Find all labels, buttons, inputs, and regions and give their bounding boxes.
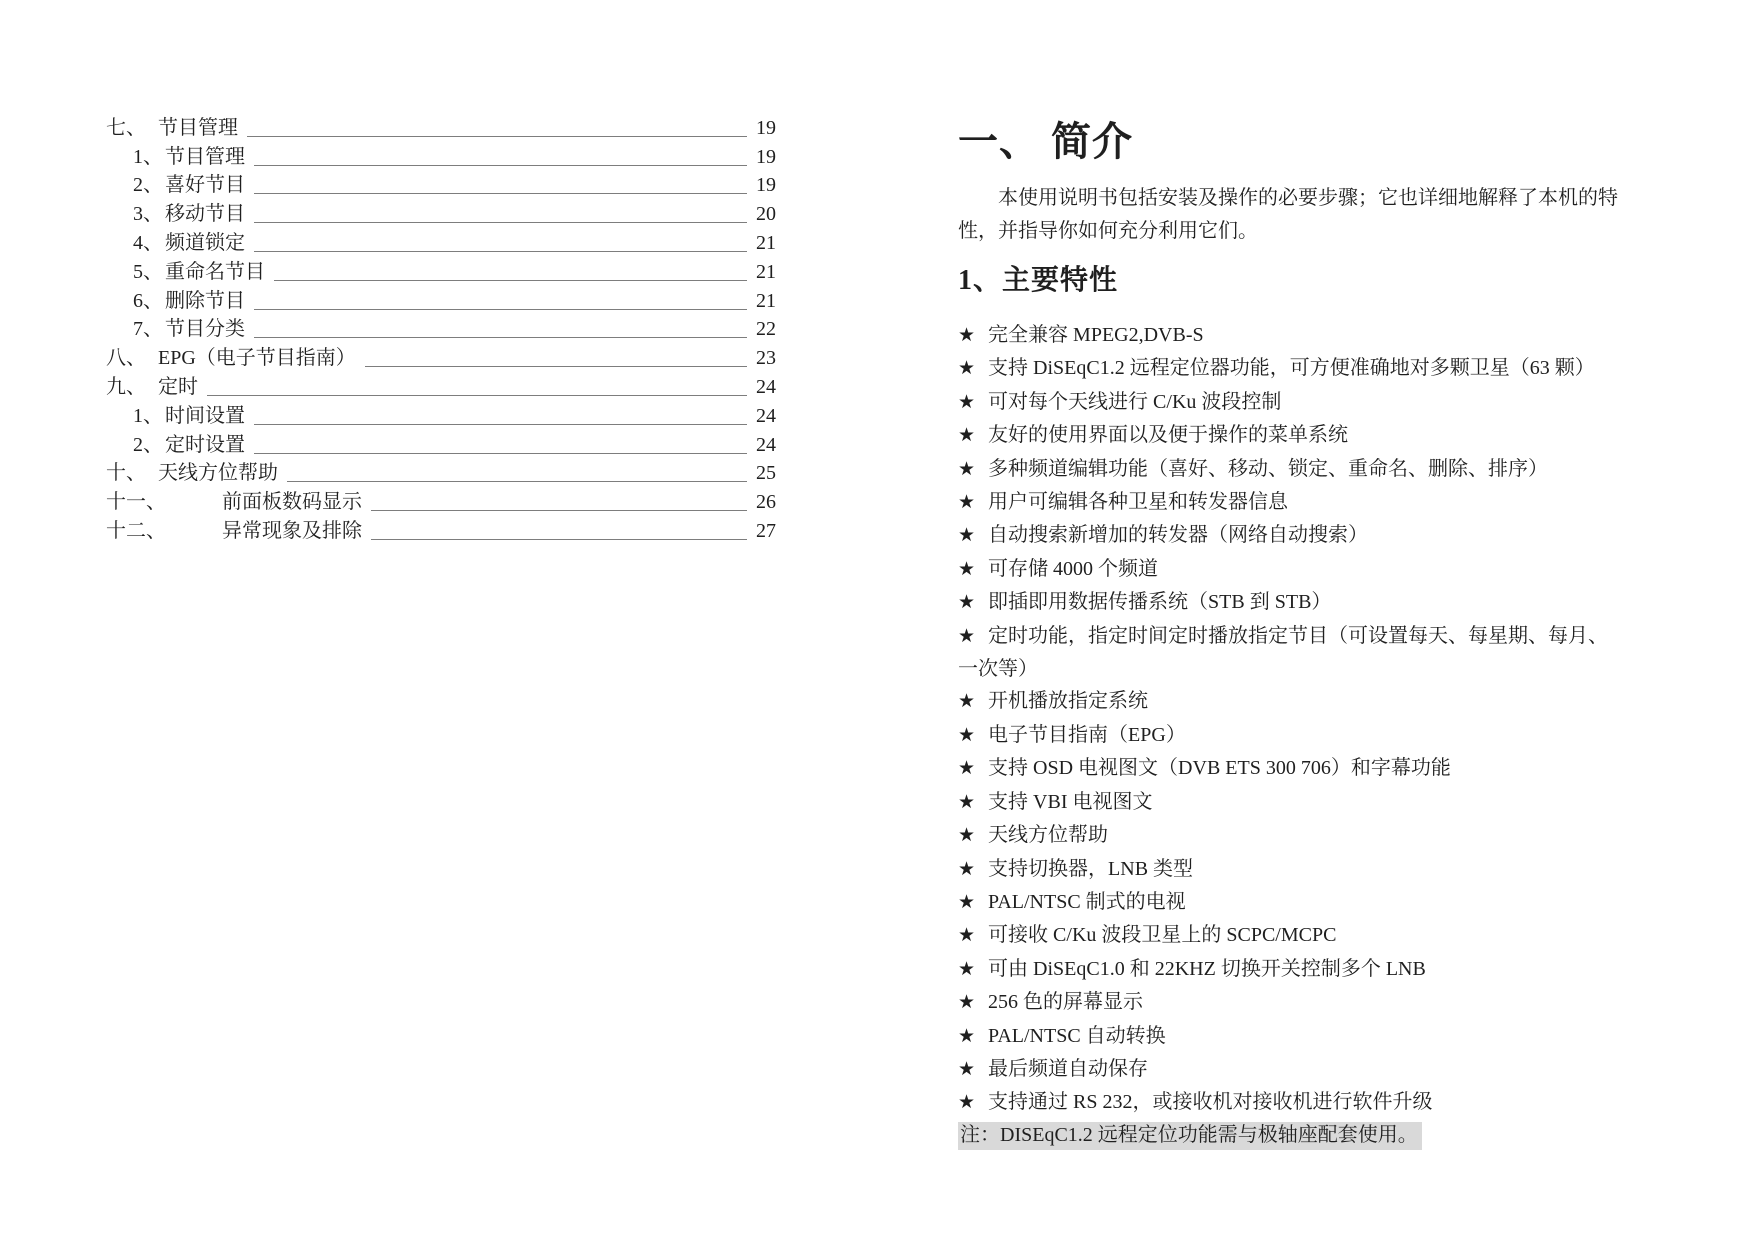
feature-text: PAL/NTSC 制式的电视 — [988, 890, 1186, 913]
star-bullet-icon: ★ — [958, 625, 976, 647]
star-bullet-icon: ★ — [958, 724, 976, 746]
toc-entry — [106, 429, 776, 458]
toc-leader-line — [254, 453, 747, 454]
toc-entry-page-number: 22 — [756, 318, 776, 341]
toc-entry-page-number: 24 — [756, 404, 776, 427]
toc-entry — [106, 170, 776, 199]
toc-entry-title: 节目管理 — [158, 116, 238, 139]
toc-leader-line — [247, 136, 747, 137]
toc-entry-title: 重命名节目 — [165, 260, 265, 283]
feature-item — [958, 752, 1618, 785]
toc-entry-page-number: 21 — [756, 231, 776, 254]
feature-item — [958, 886, 1618, 919]
toc-entry-number: 3、 — [133, 203, 163, 226]
feature-text: PAL/NTSC 自动转换 — [988, 1024, 1166, 1047]
note-row — [958, 1122, 1650, 1150]
toc-entry — [106, 342, 776, 371]
toc-leader-line — [254, 424, 747, 425]
toc-entry-title: 频道锁定 — [165, 231, 245, 254]
feature-item — [958, 519, 1618, 552]
feature-item — [958, 919, 1618, 952]
star-bullet-icon: ★ — [958, 758, 976, 780]
feature-item — [958, 553, 1618, 586]
feature-text: 可对每个天线进行 C/Ku 波段控制 — [988, 390, 1282, 413]
toc-entry — [106, 285, 776, 314]
toc-entry-title: 定时设置 — [165, 433, 245, 456]
feature-text: 即插即用数据传播系统（STB 到 STB） — [988, 591, 1332, 614]
toc-entry-number: 八、 — [106, 347, 146, 370]
toc-entry-title: EPG（电子节目指南） — [158, 347, 356, 370]
star-bullet-icon: ★ — [958, 325, 976, 346]
toc-entry-title: 前面板数码显示 — [222, 491, 362, 514]
toc-entry-title: 删除节目 — [165, 289, 245, 312]
intro-section — [958, 120, 1650, 1150]
toc-entry-title: 天线方位帮助 — [158, 462, 278, 485]
star-bullet-icon: ★ — [958, 791, 976, 813]
feature-text: 用户可编辑各种卫星和转发器信息 — [988, 491, 1289, 514]
feature-item — [958, 853, 1618, 886]
feature-item — [958, 1020, 1618, 1053]
toc-entry-number: 十一、 — [106, 491, 166, 514]
toc-entry-page-number: 20 — [756, 203, 776, 226]
toc-entry — [106, 112, 776, 141]
toc-entry-page-number: 21 — [756, 260, 776, 283]
star-bullet-icon: ★ — [958, 558, 976, 580]
toc-entry — [106, 198, 776, 227]
feature-text: 可接收 C/Ku 波段卫星上的 SCPC/MCPC — [988, 924, 1337, 947]
feature-item — [958, 953, 1618, 986]
toc-entry-number: 7、 — [133, 318, 163, 341]
toc-leader-line — [254, 337, 747, 338]
star-bullet-icon: ★ — [958, 592, 976, 614]
feature-text: 支持通过 RS 232，或接收机对接收机进行软件升级 — [988, 1091, 1433, 1114]
feature-item — [958, 486, 1618, 519]
toc-entry — [106, 227, 776, 256]
toc-entry-title: 定时 — [158, 375, 198, 398]
feature-item — [958, 419, 1618, 452]
toc-entry-number: 十二、 — [106, 519, 166, 542]
feature-item — [958, 386, 1618, 419]
toc-entry-number: 2、 — [133, 433, 163, 456]
table-of-contents — [106, 112, 776, 544]
toc-entry-number: 九、 — [106, 375, 146, 398]
star-bullet-icon: ★ — [958, 925, 976, 947]
feature-text: 友好的使用界面以及便于操作的菜单系统 — [988, 424, 1349, 447]
feature-item — [958, 352, 1618, 385]
subsection-heading: 1、主要特性 — [958, 265, 1119, 296]
toc-entry — [106, 141, 776, 170]
toc-leader-line — [254, 193, 747, 194]
toc-entry-number: 2、 — [133, 174, 163, 197]
toc-entry-number: 5、 — [133, 260, 163, 283]
toc-leader-line — [254, 222, 747, 223]
intro-paragraph: 本使用说明书包括安装及操作的必要步骤；它也详细地解释了本机的特性，并指导你如何充分利用它们。 — [958, 187, 1618, 242]
feature-text: 天线方位帮助 — [988, 824, 1109, 847]
toc-entry-number: 4、 — [133, 231, 163, 254]
toc-leader-line — [254, 309, 747, 310]
toc-leader-line — [365, 366, 747, 367]
toc-entry — [106, 256, 776, 285]
toc-entry-number: 十、 — [106, 462, 146, 485]
feature-text: 可存储 4000 个频道 — [988, 557, 1159, 580]
toc-entry-page-number: 19 — [756, 174, 776, 197]
toc-entry-title: 异常现象及排除 — [222, 519, 362, 542]
toc-entry-title: 节目分类 — [165, 318, 245, 341]
feature-text: 最后频道自动保存 — [988, 1057, 1149, 1080]
star-bullet-icon: ★ — [958, 1025, 976, 1047]
star-bullet-icon: ★ — [958, 992, 976, 1014]
toc-entry-number: 1、 — [133, 145, 163, 168]
star-bullet-icon: ★ — [958, 691, 976, 713]
toc-leader-line — [207, 395, 747, 396]
star-bullet-icon: ★ — [958, 1092, 976, 1114]
toc-entry-number: 1、 — [133, 404, 163, 427]
star-bullet-icon: ★ — [958, 425, 976, 447]
feature-text: 支持 VBI 电视图文 — [988, 790, 1153, 813]
toc-entry-page-number: 21 — [756, 289, 776, 312]
toc-leader-line — [287, 481, 747, 482]
feature-text: 可由 DiSEqC1.0 和 22KHZ 切换开关控制多个 LNB — [988, 957, 1426, 980]
star-bullet-icon: ★ — [958, 492, 976, 514]
feature-item — [958, 586, 1618, 619]
feature-text: 支持 OSD 电视图文（DVB ETS 300 706）和字幕功能 — [988, 757, 1451, 780]
toc-entry-page-number: 25 — [756, 462, 776, 485]
toc-entry-page-number: 24 — [756, 433, 776, 456]
toc-entry-number: 七、 — [106, 116, 146, 139]
star-bullet-icon: ★ — [958, 891, 976, 913]
star-bullet-icon: ★ — [958, 358, 976, 380]
section-heading: 一、 简介 — [958, 119, 1133, 164]
feature-text: 支持 DiSEqC1.2 远程定位器功能，可方便准确地对多颗卫星（63 颗） — [988, 357, 1595, 380]
toc-leader-line — [371, 539, 747, 540]
star-bullet-icon: ★ — [958, 458, 976, 480]
toc-entry — [106, 400, 776, 429]
toc-entry — [106, 515, 776, 544]
toc-entry — [106, 314, 776, 343]
toc-leader-line — [254, 251, 747, 252]
feature-text: 完全兼容 MPEG2,DVB-S — [988, 324, 1204, 346]
toc-leader-line — [254, 165, 747, 166]
feature-item — [958, 453, 1618, 486]
feature-item — [958, 786, 1618, 819]
feature-text: 多种频道编辑功能（喜好、移动、锁定、重命名、删除、排序） — [988, 457, 1549, 480]
toc-entry-title: 时间设置 — [165, 404, 245, 427]
feature-item — [958, 719, 1618, 752]
star-bullet-icon: ★ — [958, 858, 976, 880]
feature-text: 开机播放指定系统 — [988, 690, 1149, 713]
feature-text: 支持切换器，LNB 类型 — [988, 857, 1194, 880]
note-highlight: 注：DISEqC1.2 远程定位功能需与极轴座配套使用。 — [958, 1122, 1422, 1150]
toc-leader-line — [371, 510, 747, 511]
star-bullet-icon: ★ — [958, 1058, 976, 1080]
toc-entry-page-number: 23 — [756, 347, 776, 370]
star-bullet-icon: ★ — [958, 391, 976, 413]
toc-entry-page-number: 27 — [756, 519, 776, 542]
feature-item — [958, 319, 1618, 352]
toc-entry-title: 喜好节目 — [165, 174, 245, 197]
toc-entry — [106, 486, 776, 515]
feature-text: 电子节目指南（EPG） — [988, 723, 1186, 746]
feature-item — [958, 685, 1618, 718]
feature-text: 定时功能，指定时间定时播放指定节目（可设置每天、每星期、每月、一次等） — [958, 624, 1609, 681]
toc-entry — [106, 458, 776, 487]
toc-entry-page-number: 19 — [756, 116, 776, 139]
feature-item — [958, 620, 1618, 686]
feature-item — [958, 1086, 1618, 1119]
feature-text: 自动搜索新增加的转发器（网络自动搜索） — [988, 524, 1369, 547]
toc-entry-title: 移动节目 — [165, 203, 245, 226]
toc-entry-number: 6、 — [133, 289, 163, 312]
feature-item — [958, 986, 1618, 1019]
toc-leader-line — [274, 280, 747, 281]
toc-entry — [106, 371, 776, 400]
feature-item — [958, 819, 1618, 852]
toc-entry-page-number: 24 — [756, 375, 776, 398]
star-bullet-icon: ★ — [958, 958, 976, 980]
feature-text: 256 色的屏幕显示 — [988, 991, 1144, 1014]
toc-entry-title: 节目管理 — [165, 145, 245, 168]
toc-entry-page-number: 19 — [756, 145, 776, 168]
feature-list — [958, 319, 1618, 1120]
star-bullet-icon: ★ — [958, 825, 976, 847]
toc-entry-page-number: 26 — [756, 491, 776, 514]
feature-item — [958, 1053, 1618, 1086]
star-bullet-icon: ★ — [958, 525, 976, 547]
